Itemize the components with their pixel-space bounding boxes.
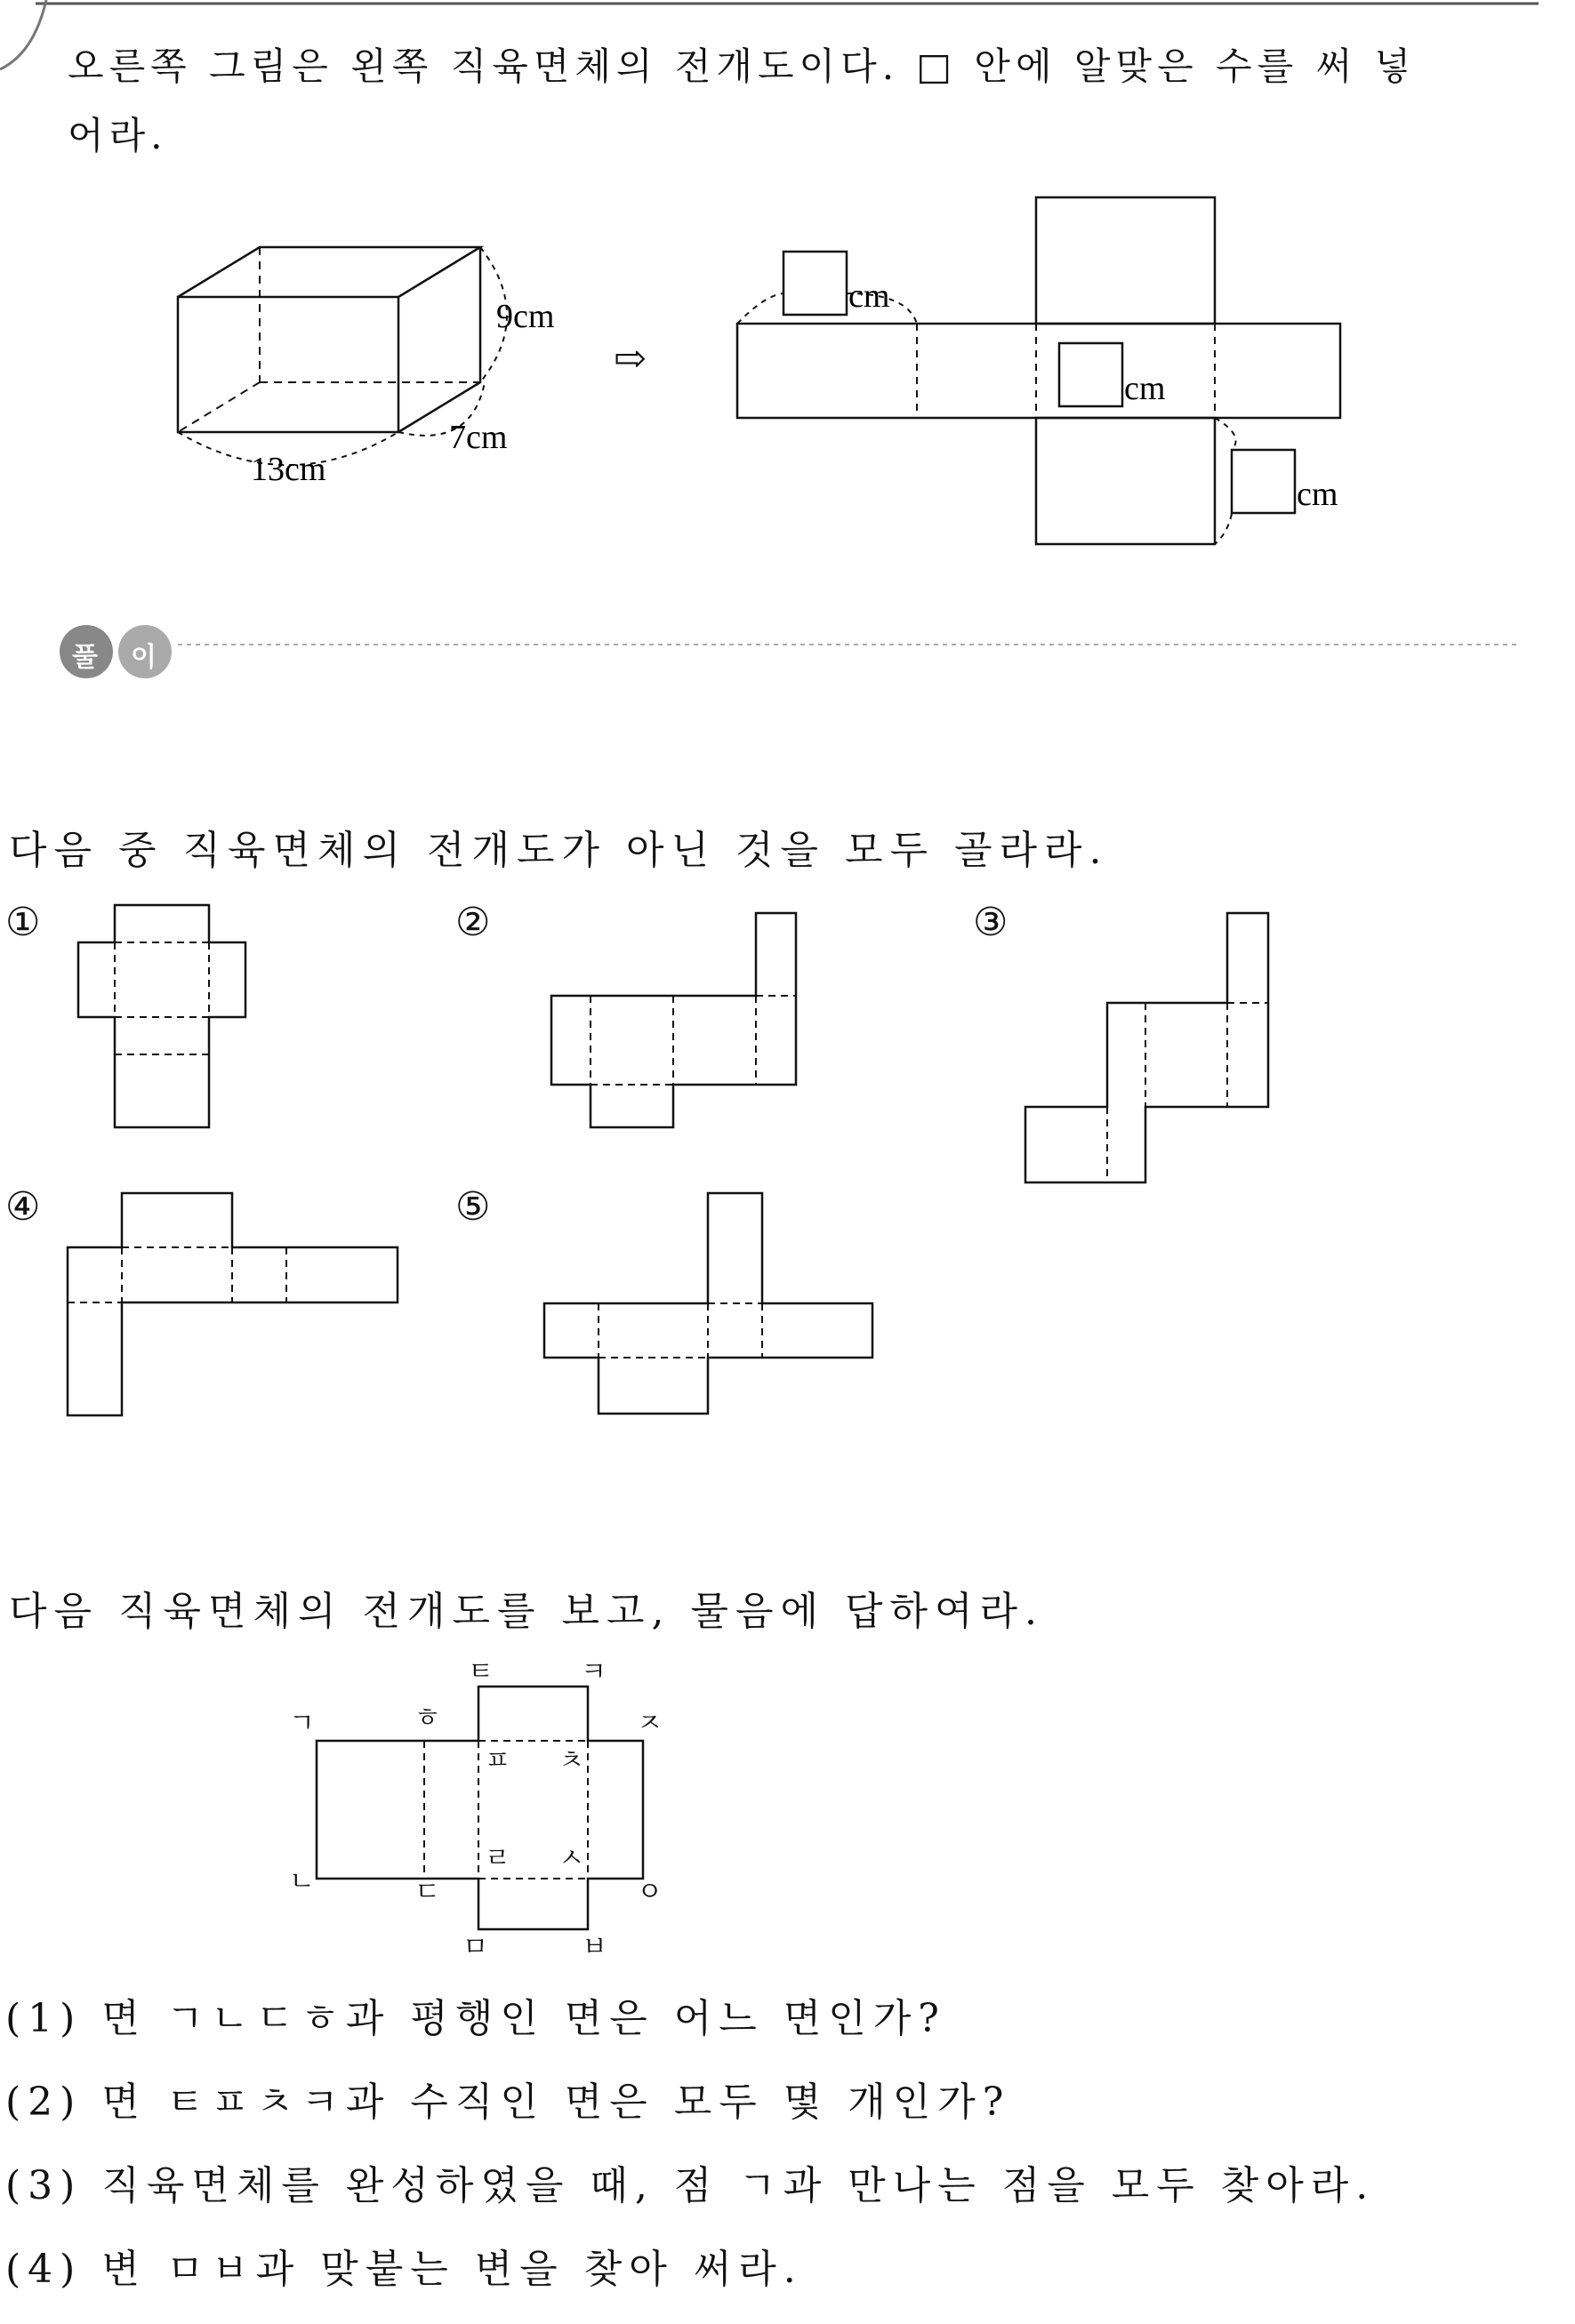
vertex-label: ㅁ	[462, 1933, 488, 1962]
vertex-label: ㅅ	[558, 1844, 584, 1873]
vertex-label: ㅇ	[637, 1878, 663, 1907]
solution-label-1: 풀	[72, 642, 98, 673]
vertex-label: ㅂ	[582, 1933, 607, 1962]
question-2: (2) 면 ㅌㅍㅊㅋ과 수직인 면은 모두 몇 개인가?	[5, 2080, 1011, 2125]
option-5-label: ⑤	[455, 1184, 491, 1230]
vertex-label: ㄷ	[414, 1878, 440, 1907]
vertex-label: ㄹ	[485, 1844, 510, 1873]
vertex-label: ㅈ	[637, 1709, 663, 1738]
dim-height-label: 9cm	[496, 298, 555, 335]
dim-width-label: 13cm	[251, 451, 326, 488]
unit-label-2: cm	[1124, 370, 1166, 407]
vertex-label: ㅋ	[581, 1657, 607, 1687]
option-2-label: ②	[455, 900, 491, 945]
vertex-label: ㄴ	[289, 1867, 315, 1896]
problem-3-text: 다음 직육면체의 전개도를 보고, 물음에 답하여라.	[9, 1589, 1044, 1634]
option-4-label: ④	[5, 1184, 41, 1230]
problem-1-text-line2: 어라.	[68, 114, 168, 157]
vertex-label: ㅊ	[558, 1746, 584, 1775]
vertex-label: ㅎ	[414, 1703, 440, 1733]
vertex-label: ㅍ	[485, 1746, 510, 1775]
dim-depth-label: 7cm	[449, 419, 508, 456]
unit-label-1: cm	[848, 277, 890, 315]
question-3: (3) 직육면체를 완성하였을 때, 점 ㄱ과 만나는 점을 모두 찾아라.	[5, 2163, 1376, 2208]
arrow-icon: ⇨	[614, 336, 647, 381]
problem-1-text-line1: 오른쪽 그림은 왼쪽 직육면체의 전개도이다. □ 안에 알맞은 수를 써 넣	[68, 44, 1416, 88]
option-1-label: ①	[5, 900, 41, 945]
vertex-label: ㄱ	[289, 1709, 315, 1738]
question-1: (1) 면 ㄱㄴㄷㅎ과 평행인 면은 어느 면인가?	[5, 1996, 946, 2041]
unit-label-3: cm	[1297, 476, 1338, 513]
question-4: (4) 변 ㅁㅂ과 맞붙는 변을 찾아 써라.	[5, 2247, 803, 2292]
solution-label-2: 이	[131, 642, 157, 673]
problem-2-text: 다음 중 직육면체의 전개도가 아닌 것을 모두 골라라.	[9, 828, 1109, 873]
vertex-label: ㅌ	[468, 1657, 494, 1687]
option-3-label: ③	[973, 900, 1008, 945]
